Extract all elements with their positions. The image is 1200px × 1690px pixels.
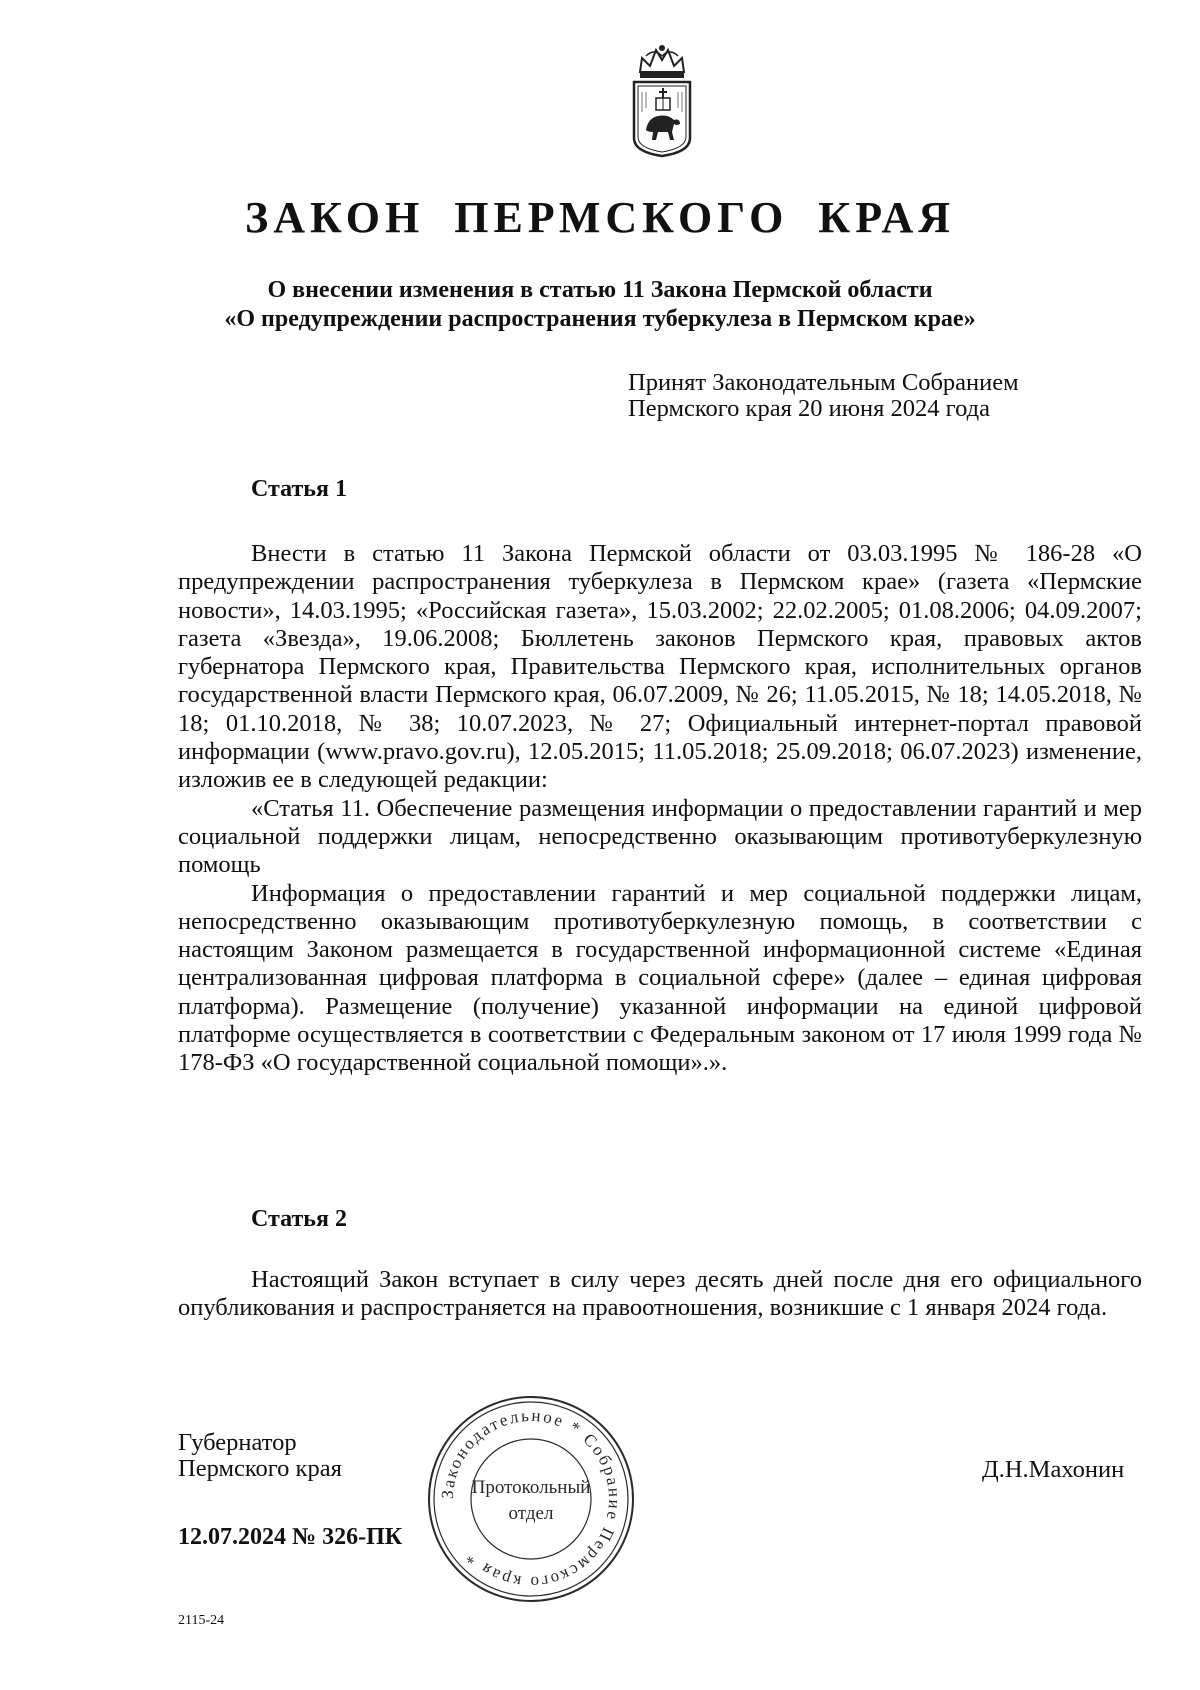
svg-text:отдел: отдел (508, 1503, 554, 1524)
law-subtitle (150, 276, 1050, 334)
article-2-heading: Статья 2 (251, 1206, 347, 1232)
article-1-body (178, 540, 1142, 1078)
adoption-note (628, 370, 1108, 422)
article-1-paragraph: Внести в статью 11 Закона Пермской области от 03.03.1995 № 186-28 «О предупреждении распространения туберкулеза в Пермском крае» (газета «Пермские новости», 14.03.1995; «Российская газета», 15.03.2002; 22.02.2005; 01.08.2006; 04.09.2007; газета «Звезда», 19.06.2008; Бюллетень законов Пермского края, правовых актов губернатора Пермского края, Правительства Пермского края, исполнительных органов государственной власти Пермского края, 06.07.2009, № 26; 11.05.2015, № 18; 14.05.2018, № 18; 01.10.2018, № 38; 10.07.2023, № 27; Официальный интернет-портал правовой информации (www.pravo.gov.ru), 12.05.2015; 11.05.2018; 25.09.2018; 06.07.2023) изменение, изложив ее в следующей редакции: (178, 540, 1142, 794)
signatory-name: Д.Н.Махонин (982, 1456, 1125, 1483)
article-2-body (178, 1266, 1142, 1323)
article-1-heading: Статья 1 (251, 476, 347, 502)
article-2-paragraph: Настоящий Закон вступает в силу через десять дней после дня его официального опубликования и распространяется на правоотношения, возникшие с 1 января 2024 года. (178, 1266, 1142, 1322)
law-subtitle-line-1: О внесении изменения в статью 11 Закона Пермской области (267, 277, 933, 303)
coat-of-arms-icon (628, 42, 696, 158)
law-title: ЗАКОН ПЕРМСКОГО КРАЯ (244, 193, 956, 242)
signatory-title-line-2: Пермского края (178, 1455, 342, 1482)
adoption-line-1: Принят Законодательным Собранием (628, 369, 1019, 396)
signatory-title (178, 1430, 342, 1482)
svg-text:Законодательное * Собрание Пер: Законодательное * Собрание Пермского края * (437, 1405, 625, 1593)
signatory-title-line-1: Губернатор (178, 1429, 297, 1456)
protocol-department-stamp (425, 1393, 637, 1605)
article-1-paragraph: Информация о предоставлении гарантий и мер социальной поддержки лицам, непосредственно оказывающим противотуберкулезную помощь, в соответствии с настоящим Законом размещается в государственной информационной системе «Единая централизованная цифровая платформа в социальной сфере» (далее – единая цифровая платформа). Размещение (получение) указанной информации на единой цифровой платформе осуществляется в соответствии с Федеральным законом от 17 июля 1999 года № 178-ФЗ «О государственной социальной помощи».». (178, 879, 1142, 1077)
article-1-paragraph: «Статья 11. Обеспечение размещения информации о предоставлении гарантий и мер социальной поддержки лицам, непосредственно оказывающим противотуберкулезную помощь (178, 794, 1142, 879)
registration-number: 2115-24 (178, 1613, 225, 1628)
law-subtitle-line-2: «О предупреждении распространения туберкулеза в Пермском крае» (224, 306, 976, 332)
adoption-line-2: Пермского края 20 июня 2024 года (628, 395, 990, 422)
law-date-number: 12.07.2024 № 326-ПК (178, 1524, 403, 1550)
svg-text:Протокольный: Протокольный (471, 1477, 591, 1498)
